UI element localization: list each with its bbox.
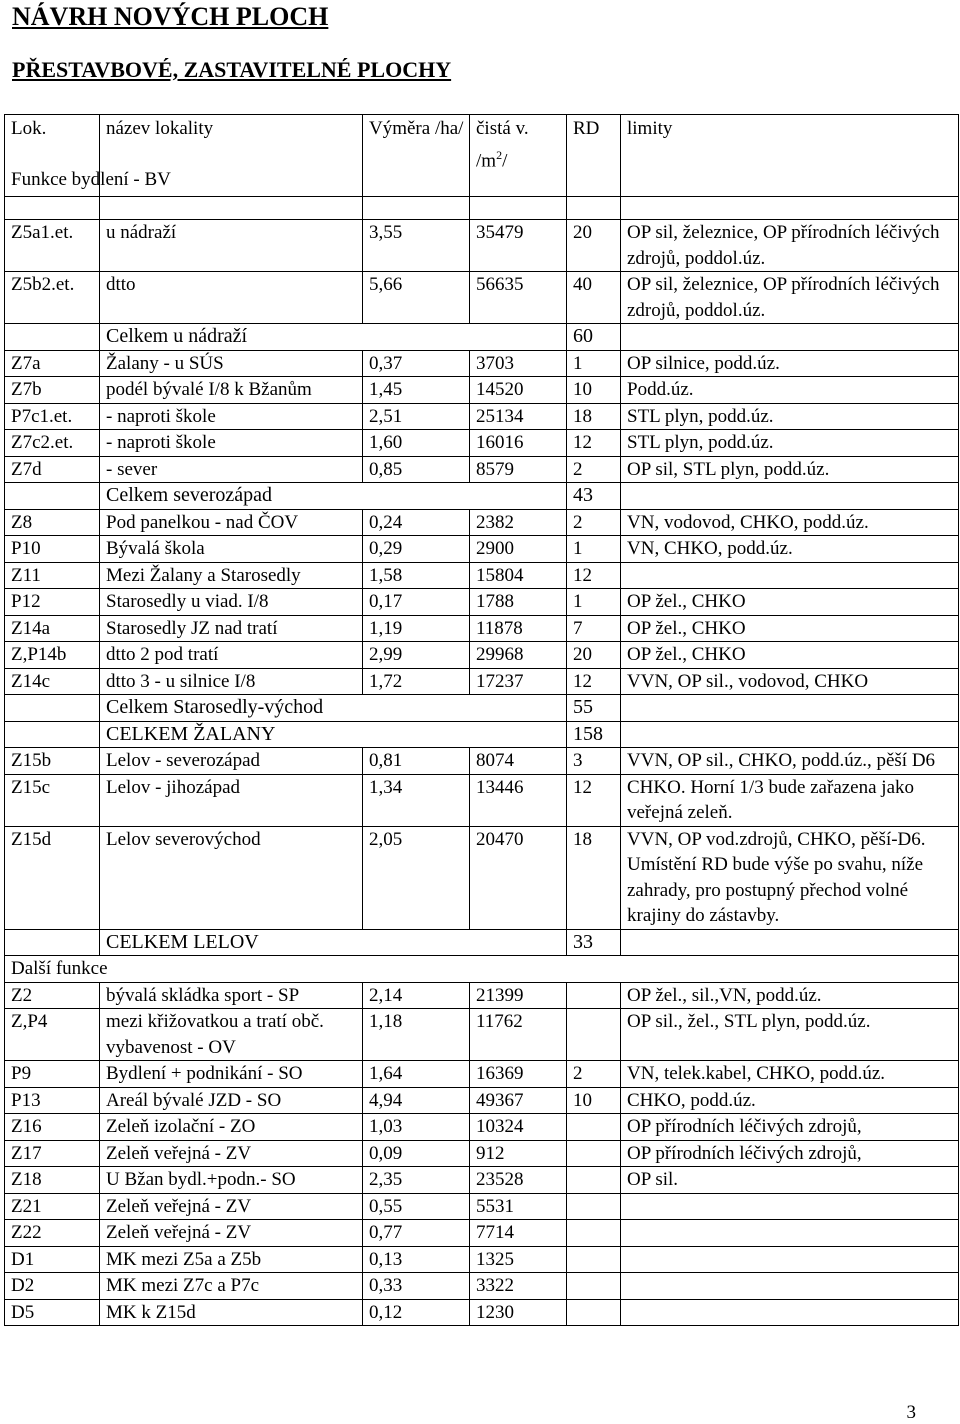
cell-vymera: 0,17 — [363, 589, 470, 616]
cell-cista: 1325 — [470, 1246, 567, 1273]
cell-nazev: podél bývalé I/8 k Bžanům — [100, 377, 363, 404]
cell-vymera: 0,13 — [363, 1246, 470, 1273]
cell-vymera: 2,51 — [363, 403, 470, 430]
cell-empty — [621, 483, 959, 510]
page-subtitle: PŘESTAVBOVÉ, ZASTAVITELNÉ PLOCHY — [12, 57, 452, 82]
cell-lok: Z7c2.et. — [5, 430, 100, 457]
cell-lok: Z15b — [5, 748, 100, 775]
cell-rd — [567, 1009, 621, 1061]
cell-cista: 17237 — [470, 668, 567, 695]
cell-lok: Z7b — [5, 377, 100, 404]
subtotal-rd: 60 — [567, 324, 621, 351]
table-row — [5, 615, 959, 642]
cell-limity: OP sil., žel., STL plyn, podd.úz. — [621, 1009, 959, 1061]
cell-nazev: mezi křižovatkou a tratí obč. vybavenost - OV — [100, 1009, 363, 1061]
cell-vymera: 0,77 — [363, 1220, 470, 1247]
header-row — [5, 115, 959, 197]
cell-cista: 13446 — [470, 774, 567, 826]
cell-vymera: 0,81 — [363, 748, 470, 775]
subtotal-row — [5, 929, 959, 956]
cell-limity: OP silnice, podd.úz. — [621, 350, 959, 377]
table-row — [5, 826, 959, 929]
cell-rd — [567, 1114, 621, 1141]
cell-nazev: Mezi Žalany a Starosedly — [100, 562, 363, 589]
cell-nazev: Lelov severovýchod — [100, 826, 363, 929]
cell-lok: P13 — [5, 1087, 100, 1114]
cell-vymera: 1,03 — [363, 1114, 470, 1141]
cell-nazev: - naproti škole — [100, 430, 363, 457]
cell-nazev: Areál bývalé JZD - SO — [100, 1087, 363, 1114]
cell-cista: 25134 — [470, 403, 567, 430]
table-row — [5, 774, 959, 826]
cell-vymera: 0,85 — [363, 456, 470, 483]
cell-rd — [567, 1220, 621, 1247]
cell-rd: 7 — [567, 615, 621, 642]
table-row — [5, 350, 959, 377]
cell-nazev: dtto — [100, 272, 363, 324]
spacer-cell — [470, 197, 567, 220]
cell-limity: OP žel., CHKO — [621, 615, 959, 642]
cell-vymera: 1,34 — [363, 774, 470, 826]
cell-cista: 1788 — [470, 589, 567, 616]
table-row — [5, 1167, 959, 1194]
cell-limity: STL plyn, podd.úz. — [621, 430, 959, 457]
table-row — [5, 377, 959, 404]
cell-limity: CHKO. Horní 1/3 bude zařazena jako veřejná zeleň. — [621, 774, 959, 826]
cell-cista: 15804 — [470, 562, 567, 589]
cell-cista: 20470 — [470, 826, 567, 929]
table-row — [5, 1009, 959, 1061]
cell-limity — [621, 1273, 959, 1300]
cell-empty — [621, 324, 959, 351]
cell-cista: 3703 — [470, 350, 567, 377]
table-row — [5, 1114, 959, 1141]
table-row — [5, 982, 959, 1009]
cell-cista: 49367 — [470, 1087, 567, 1114]
cell-cista: 2382 — [470, 509, 567, 536]
cell-lok: Z,P14b — [5, 642, 100, 669]
cell-cista: 11878 — [470, 615, 567, 642]
cell-limity: OP žel., CHKO — [621, 642, 959, 669]
cell-vymera: 2,14 — [363, 982, 470, 1009]
cell-empty — [5, 929, 100, 956]
cell-cista: 5531 — [470, 1193, 567, 1220]
spacer-cell — [621, 197, 959, 220]
subtotal-rd: 158 — [567, 721, 621, 748]
cell-lok: D2 — [5, 1273, 100, 1300]
cell-limity: Podd.úz. — [621, 377, 959, 404]
cell-cista: 8579 — [470, 456, 567, 483]
cell-empty — [5, 721, 100, 748]
cell-limity: OP sil, železnice, OP přírodních léčivých zdrojů, poddol.úz. — [621, 272, 959, 324]
cell-lok: Z5a1.et. — [5, 220, 100, 272]
cell-vymera: 1,18 — [363, 1009, 470, 1061]
cell-cista: 10324 — [470, 1114, 567, 1141]
cell-limity — [621, 1220, 959, 1247]
cell-cista: 1230 — [470, 1299, 567, 1326]
cell-limity: OP přírodních léčivých zdrojů, — [621, 1140, 959, 1167]
cell-lok: Z2 — [5, 982, 100, 1009]
cell-nazev: U Bžan bydl.+podn.- SO — [100, 1167, 363, 1194]
cell-nazev: - sever — [100, 456, 363, 483]
subtotal-rd: 43 — [567, 483, 621, 510]
cell-rd: 10 — [567, 377, 621, 404]
cell-lok: Z17 — [5, 1140, 100, 1167]
cell-limity: OP žel., sil.,VN, podd.úz. — [621, 982, 959, 1009]
subtotal-rd: 55 — [567, 695, 621, 722]
cell-empty — [5, 324, 100, 351]
cell-nazev: Starosedly JZ nad tratí — [100, 615, 363, 642]
cell-cista: 16369 — [470, 1061, 567, 1088]
table-row — [5, 642, 959, 669]
table-row — [5, 403, 959, 430]
cell-cista: 21399 — [470, 982, 567, 1009]
cell-cista: 29968 — [470, 642, 567, 669]
table-row — [5, 1299, 959, 1326]
cell-limity — [621, 1299, 959, 1326]
cell-lok: Z14a — [5, 615, 100, 642]
cell-limity: OP sil, STL plyn, podd.úz. — [621, 456, 959, 483]
subtotal-label: Celkem Starosedly-východ — [100, 695, 567, 722]
cell-lok: D5 — [5, 1299, 100, 1326]
cell-lok: Z18 — [5, 1167, 100, 1194]
cell-limity: VN, telek.kabel, CHKO, podd.úz. — [621, 1061, 959, 1088]
table-row — [5, 748, 959, 775]
cell-cista: 7714 — [470, 1220, 567, 1247]
cell-empty — [5, 695, 100, 722]
cell-limity — [621, 562, 959, 589]
col-header-lok-label: Lok. — [11, 118, 47, 139]
cell-vymera: 0,33 — [363, 1273, 470, 1300]
cell-vymera: 4,94 — [363, 1087, 470, 1114]
cell-nazev: Lelov - severozápad — [100, 748, 363, 775]
cell-rd: 40 — [567, 272, 621, 324]
cell-nazev: - naproti škole — [100, 403, 363, 430]
col-header-rd: RD — [567, 115, 621, 197]
table-row — [5, 668, 959, 695]
cell-vymera: 2,35 — [363, 1167, 470, 1194]
areas-table — [4, 114, 959, 1326]
cell-nazev: Starosedly u viad. I/8 — [100, 589, 363, 616]
cell-nazev: Zeleň veřejná - ZV — [100, 1193, 363, 1220]
table-row — [5, 536, 959, 563]
subtotal-label: CELKEM LELOV — [100, 929, 567, 956]
cell-vymera: 1,60 — [363, 430, 470, 457]
cell-limity: VVN, OP sil., CHKO, podd.úz., pěší D6 — [621, 748, 959, 775]
cell-cista: 16016 — [470, 430, 567, 457]
table-row — [5, 220, 959, 272]
cell-lok: Z21 — [5, 1193, 100, 1220]
cell-vymera: 0,24 — [363, 509, 470, 536]
cell-lok: Z16 — [5, 1114, 100, 1141]
cell-nazev: dtto 2 pod tratí — [100, 642, 363, 669]
subtotal-rd: 33 — [567, 929, 621, 956]
cell-nazev: MK k Z15d — [100, 1299, 363, 1326]
table-row — [5, 562, 959, 589]
cell-limity: CHKO, podd.úz. — [621, 1087, 959, 1114]
cell-limity: VN, CHKO, podd.úz. — [621, 536, 959, 563]
subtotal-row — [5, 483, 959, 510]
subtotal-row — [5, 324, 959, 351]
cell-limity: OP sil. — [621, 1167, 959, 1194]
cell-rd — [567, 1273, 621, 1300]
cell-lok: Z5b2.et. — [5, 272, 100, 324]
table-row — [5, 430, 959, 457]
cell-nazev: Žalany - u SÚS — [100, 350, 363, 377]
cell-vymera: 1,64 — [363, 1061, 470, 1088]
subtotal-label: Celkem severozápad — [100, 483, 567, 510]
cell-vymera: 1,58 — [363, 562, 470, 589]
table-row — [5, 1061, 959, 1088]
cell-vymera: 0,12 — [363, 1299, 470, 1326]
cell-vymera: 2,05 — [363, 826, 470, 929]
cell-vymera: 1,72 — [363, 668, 470, 695]
cell-rd: 12 — [567, 774, 621, 826]
cell-nazev: Zeleň veřejná - ZV — [100, 1140, 363, 1167]
cell-lok: P7c1.et. — [5, 403, 100, 430]
cell-nazev: Zeleň veřejná - ZV — [100, 1220, 363, 1247]
cell-nazev: u nádraží — [100, 220, 363, 272]
spacer-cell — [363, 197, 470, 220]
cell-empty — [621, 695, 959, 722]
cell-cista: 912 — [470, 1140, 567, 1167]
table-row — [5, 589, 959, 616]
page-title: NÁVRH NOVÝCH PLOCH — [12, 2, 329, 31]
table-row — [5, 1220, 959, 1247]
cell-limity — [621, 1246, 959, 1273]
cell-lok: D1 — [5, 1246, 100, 1273]
spacer-cell — [567, 197, 621, 220]
cell-limity: VVN, OP sil., vodovod, CHKO — [621, 668, 959, 695]
table-row — [5, 272, 959, 324]
subtotal-row — [5, 721, 959, 748]
cell-rd: 2 — [567, 1061, 621, 1088]
spacer-cell — [100, 197, 363, 220]
cell-lok: P9 — [5, 1061, 100, 1088]
cell-nazev: Bývalá škola — [100, 536, 363, 563]
cell-empty — [621, 929, 959, 956]
subtotal-label: CELKEM ŽALANY — [100, 721, 567, 748]
cell-nazev: Zeleň izolační - ZO — [100, 1114, 363, 1141]
cell-rd: 2 — [567, 456, 621, 483]
spacer-row — [5, 197, 959, 220]
cell-cista: 3322 — [470, 1273, 567, 1300]
cell-cista: 11762 — [470, 1009, 567, 1061]
cell-vymera: 0,09 — [363, 1140, 470, 1167]
subtotal-label: Celkem u nádraží — [100, 324, 567, 351]
cell-limity: VVN, OP vod.zdrojů, CHKO, pěší-D6. Umístění RD bude výše po svahu, níže zahrady, pro postupný přechod volné krajiny do zástavby. — [621, 826, 959, 929]
cell-cista: 2900 — [470, 536, 567, 563]
cell-cista: 14520 — [470, 377, 567, 404]
cell-cista: 23528 — [470, 1167, 567, 1194]
cell-lok: P12 — [5, 589, 100, 616]
cell-vymera: 0,55 — [363, 1193, 470, 1220]
cell-rd: 3 — [567, 748, 621, 775]
col-header-vymera: Výměra /ha/ — [363, 115, 470, 197]
cell-lok: Z7a — [5, 350, 100, 377]
cell-rd: 10 — [567, 1087, 621, 1114]
cell-cista: 8074 — [470, 748, 567, 775]
table-row — [5, 1273, 959, 1300]
table-row — [5, 1193, 959, 1220]
cell-nazev: Lelov - jihozápad — [100, 774, 363, 826]
cell-rd: 12 — [567, 430, 621, 457]
section-label-bydleni: Funkce bydlení - BV — [11, 169, 171, 190]
cell-empty — [621, 721, 959, 748]
cell-empty — [5, 483, 100, 510]
cell-rd: 20 — [567, 220, 621, 272]
cell-lok: Z22 — [5, 1220, 100, 1247]
cell-lok: Z7d — [5, 456, 100, 483]
table-row — [5, 509, 959, 536]
cell-rd: 1 — [567, 589, 621, 616]
cell-lok: Z8 — [5, 509, 100, 536]
cell-cista: 35479 — [470, 220, 567, 272]
cell-rd: 12 — [567, 562, 621, 589]
cell-vymera: 0,29 — [363, 536, 470, 563]
cell-rd — [567, 1140, 621, 1167]
table-row — [5, 1246, 959, 1273]
cell-nazev: Bydlení + podnikání - SO — [100, 1061, 363, 1088]
cell-lok: Z15c — [5, 774, 100, 826]
cell-nazev: bývalá skládka sport - SP — [100, 982, 363, 1009]
cell-vymera: 1,45 — [363, 377, 470, 404]
cell-vymera: 0,37 — [363, 350, 470, 377]
cell-rd: 18 — [567, 826, 621, 929]
cell-nazev: MK mezi Z5a a Z5b — [100, 1246, 363, 1273]
table-row — [5, 456, 959, 483]
cell-vymera: 2,99 — [363, 642, 470, 669]
spacer-cell — [5, 197, 100, 220]
page-number: 3 — [906, 1402, 916, 1423]
col-header-cista: čistá v. $/m^2/$ — [470, 115, 567, 197]
cell-rd — [567, 1246, 621, 1273]
cell-rd — [567, 1167, 621, 1194]
cell-vymera: 1,19 — [363, 615, 470, 642]
cell-limity: OP sil, železnice, OP přírodních léčivých zdrojů, poddol.úz. — [621, 220, 959, 272]
cell-lok: Z14c — [5, 668, 100, 695]
cell-lok: Z,P4 — [5, 1009, 100, 1061]
cell-rd — [567, 982, 621, 1009]
cell-rd: 1 — [567, 536, 621, 563]
col-header-nazev: název lokality — [100, 115, 363, 197]
cell-limity — [621, 1193, 959, 1220]
cell-limity: STL plyn, podd.úz. — [621, 403, 959, 430]
cell-vymera: 3,55 — [363, 220, 470, 272]
cell-rd: 20 — [567, 642, 621, 669]
cell-rd: 12 — [567, 668, 621, 695]
cell-rd: 18 — [567, 403, 621, 430]
cell-limity: VN, vodovod, CHKO, podd.úz. — [621, 509, 959, 536]
cell-rd: 1 — [567, 350, 621, 377]
table-row — [5, 1087, 959, 1114]
cell-lok: P10 — [5, 536, 100, 563]
cell-cista: 56635 — [470, 272, 567, 324]
section-row — [5, 956, 959, 983]
subtotal-row — [5, 695, 959, 722]
cell-nazev: dtto 3 - u silnice I/8 — [100, 668, 363, 695]
col-header-limity: limity — [621, 115, 959, 197]
section-label-other: Další funkce — [5, 956, 959, 983]
cell-rd: 2 — [567, 509, 621, 536]
table-row — [5, 1140, 959, 1167]
cell-lok: Z15d — [5, 826, 100, 929]
cell-nazev: Pod panelkou - nad ČOV — [100, 509, 363, 536]
cell-limity: OP žel., CHKO — [621, 589, 959, 616]
cell-lok: Z11 — [5, 562, 100, 589]
cell-rd — [567, 1193, 621, 1220]
cell-nazev: MK mezi Z7c a P7c — [100, 1273, 363, 1300]
cell-rd — [567, 1299, 621, 1326]
cell-limity: OP přírodních léčivých zdrojů, — [621, 1114, 959, 1141]
cell-vymera: 5,66 — [363, 272, 470, 324]
